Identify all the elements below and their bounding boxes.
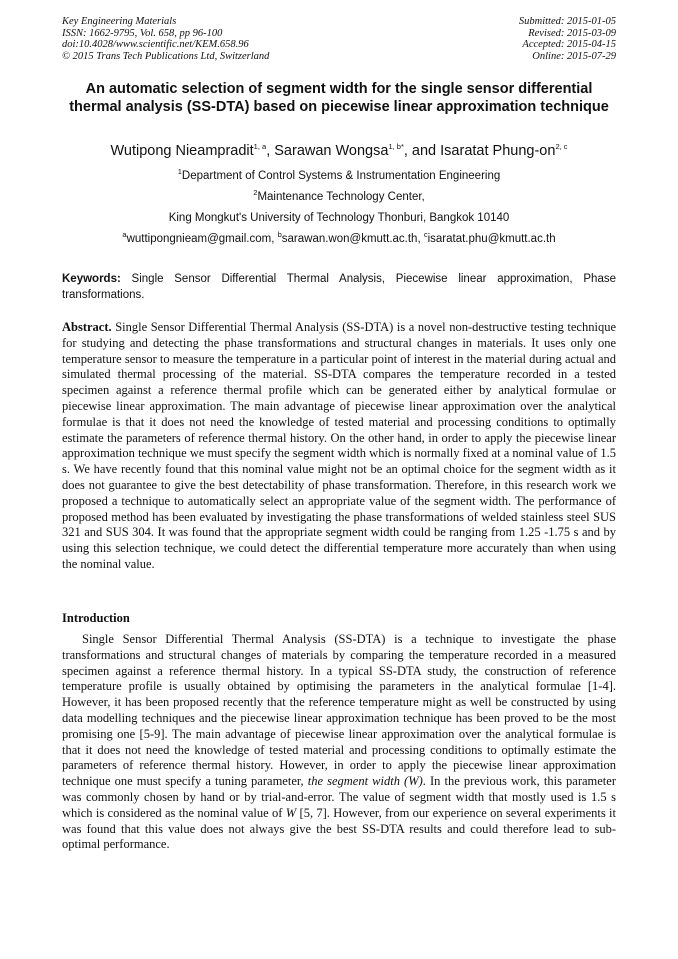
affiliation-text: Maintenance Technology Center,: [257, 191, 425, 203]
email-mark: c: [423, 230, 428, 240]
intro-text: [5, 7]. However, from our experience on several experiments it was found that this value does not always give the best SS-DTA results and could therefore lead to sub-optimal performance.: [62, 805, 616, 852]
author-list: [62, 142, 616, 160]
abstract: [62, 320, 616, 573]
journal-name: Key Engineering Materials: [62, 16, 177, 27]
intro-text: . In the previous work, this parameter was commonly chosen by hand or by trial-and-error. The value of segment width that mostly used is 1.5 s which is considered as the nominal value of: [62, 774, 616, 820]
affiliation-text: King Mongkut's University of Technology Thonburi, Bangkok 10140: [168, 212, 510, 224]
affiliation-text: Department of Control Systems & Instrumentation Engineering: [181, 170, 501, 182]
email-address: isaratat.phu@kmutt.ac.th: [427, 233, 556, 245]
email-list: [62, 232, 616, 246]
keywords: [62, 272, 616, 303]
keywords-text: Single Sensor Differential Thermal Analysis, Piecewise linear approximation, Phase transformations.: [62, 273, 616, 301]
email-address: sarawan.won@kmutt.ac.th,: [281, 233, 424, 245]
affiliation-mark: 1: [177, 167, 182, 177]
affiliation-2: [62, 190, 616, 204]
doi-line: doi:10.4028/www.scientific.net/KEM.658.96: [62, 39, 249, 50]
author-name: Sarawan Wongsa: [274, 143, 389, 159]
affiliation-mark: 2: [253, 188, 258, 198]
author-affiliation-mark: 1, b*: [388, 142, 404, 152]
section-heading-introduction: Introduction: [62, 611, 130, 625]
author-separator: ,: [266, 143, 275, 159]
intro-text: Single Sensor Differential Thermal Analysis (SS-DTA) is a technique to investigate the phase transformations and structural changes of materials by comparing the temperature recorded in a measured specimen against a reference thermal history. In a typical SS-DTA study, the construction of reference temperature profile is usually obtained by optimising the parameters in the analytical formulae [1-4]. However, it has been proposed recently that the reference temperature might as well be constructed by using data modelling techniques and the piecewise linear approximation technique has been proved to be the most promising one [5-9]. The main advantage of piecewise linear approximation over the analytical formulae is that it does not need the knowledge of tested material and processing conditions to optimally estimate the parameters of reference thermal history. However, in order to apply the piecewise linear approximation technique one must specify a tuning parameter,: [62, 632, 616, 789]
intro-italic-symbol: W: [285, 805, 297, 820]
accepted-date: Accepted: 2015-04-15: [522, 39, 616, 50]
abstract-label: Abstract.: [62, 320, 112, 334]
email-address: wuttipongnieam@gmail.com,: [126, 233, 278, 245]
copyright-line: © 2015 Trans Tech Publications Ltd, Switzerland: [62, 50, 270, 62]
intro-italic-term: the segment width (W): [307, 774, 423, 789]
keywords-label: Keywords:: [62, 273, 121, 285]
paper-title: An automatic selection of segment width for the single sensor differential thermal analysis (SS-DTA) based on piecewise linear approximation technique: [69, 81, 609, 115]
author-name: Isaratat Phung-on: [440, 143, 556, 159]
submitted-date: Submitted: 2015-01-05: [518, 16, 616, 27]
online-date: Online: 2015-07-29: [532, 50, 616, 62]
author-separator: , and: [403, 143, 441, 159]
journal-info: [62, 16, 269, 62]
publication-dates: [519, 16, 616, 62]
revised-date: Revised: 2015-03-09: [528, 27, 616, 39]
affiliation-3: [62, 211, 616, 225]
email-mark: b: [277, 230, 282, 240]
affiliation-1: [62, 169, 616, 183]
email-mark: a: [122, 230, 127, 240]
author-name: Wutipong Nieampradit: [110, 143, 254, 159]
author-affiliation-mark: 1, a: [253, 142, 267, 152]
issn-line: ISSN: 1662-9795, Vol. 658, pp 96-100: [62, 27, 223, 39]
abstract-text: Single Sensor Differential Thermal Analysis (SS-DTA) is a novel non-destructive testing technique for studying and detecting the phase transformations and structural changes in materials. It uses only one temperature sensor to measure the temperature in a particular point of interest in the material during actual and simulated thermal processing of the material. SS-DTA compares the temperature recorded in a tested specimen against a reference thermal profile which can be generated either by analytical formulae or piecewise linear approximation. The main advantage of piecewise linear approximation over the analytical formulae is that it does not need the knowledge of tested material and processing conditions to optimally estimate the parameters of reference thermal history. On the other hand, in order to apply the piecewise linear approximation technique we must specify the segment width which is normally fixed at a nominal value of 1.5 s. We have recently found that this nominal value might not be an optimal choice for the segment width as it does not guarantee to give the best detectability of phase transformation. Therefore, in this research work we proposed a technique to automatically select an appropriate value of the segment width. The performance of proposed method has been evaluated by investigating the phase transformations of welded stainless steel SUS 321 and SUS 304. It was found that the appropriate segment width could be ranging from 1.25 -1.75 s and by using this selection technique, we could detect the differential temperature more accurately than when using the nominal value.: [62, 320, 616, 571]
introduction-paragraph: [62, 632, 616, 853]
author-affiliation-mark: 2, c: [555, 142, 568, 152]
